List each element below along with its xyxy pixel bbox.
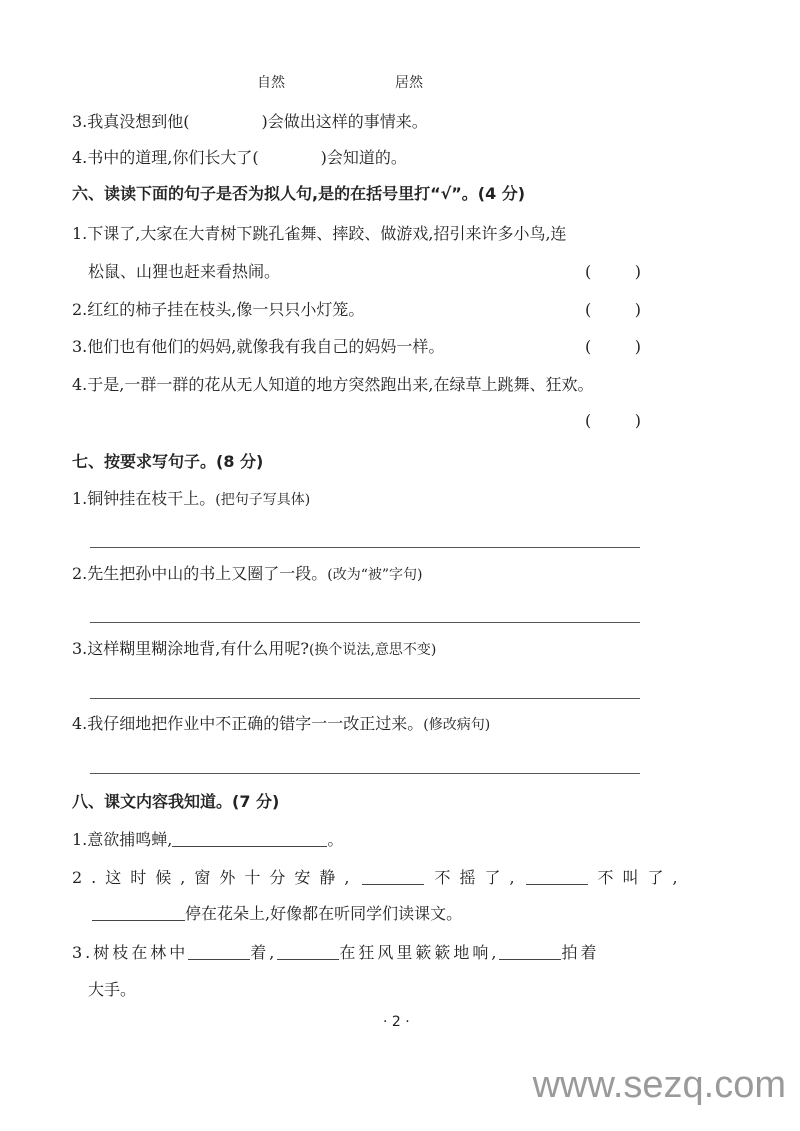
item-number: 3. [72, 112, 88, 131]
paren-open: ( [585, 300, 592, 319]
answer-blank[interactable] [526, 868, 588, 885]
text-before: 书中的道理,你们长大了( [87, 148, 259, 167]
text-part: 3.树枝在林中 [72, 943, 189, 962]
text-before: 1.意欲捕鸣蝉, [72, 830, 173, 849]
answer-blank[interactable] [277, 943, 339, 960]
answer-blank[interactable] [92, 904, 185, 921]
answer-paren-6-2[interactable] [585, 300, 641, 320]
answer-line-7-3[interactable] [90, 698, 640, 699]
answer-paren-6-4[interactable] [585, 411, 641, 431]
question-6-4: 4.于是,一群一群的花从无人知道的地方突然跑出来,在绿草上跳舞、狂欢。 [72, 375, 594, 394]
paren-open: ( [585, 411, 592, 430]
text-part: 拍着 [561, 943, 600, 962]
section-8-title: 八、课文内容我知道。(7 分) [72, 792, 280, 811]
text-after: 。 [327, 830, 344, 849]
text-part: 不叫了, [597, 868, 687, 887]
question-5-3 [72, 112, 428, 132]
section-7-title: 七、按要求写句子。(8 分) [72, 452, 264, 471]
page-number: · 2 · [383, 1014, 410, 1030]
item-number: 4. [72, 148, 88, 167]
text-part: 着, [250, 943, 278, 962]
question-6-1-line2: 松鼠、山狸也赶来看热闹。 [88, 262, 281, 281]
answer-paren-6-3[interactable] [585, 337, 641, 357]
text-after: )会知道的。 [320, 148, 407, 167]
text-part: 在狂风里簌簌地响, [339, 943, 500, 962]
question-hint: (换个说法,意思不变) [308, 642, 437, 658]
answer-paren-6-1[interactable] [585, 262, 641, 282]
question-7-3 [72, 639, 436, 660]
question-text: 1.铜钟挂在枝干上。 [72, 489, 216, 508]
answer-line-7-1[interactable] [90, 547, 640, 548]
word-option-1: 自然 [257, 75, 285, 91]
paren-close: ) [634, 300, 641, 319]
question-8-3-line1 [72, 943, 599, 963]
question-text: 4.我仔细地把作业中不正确的错字一一改正过来。 [72, 714, 424, 733]
question-8-3-line2: 大手。 [88, 980, 137, 999]
answer-line-7-4[interactable] [90, 773, 640, 774]
question-8-1 [72, 830, 343, 850]
paren-open: ( [585, 337, 592, 356]
question-text: 3.这样糊里糊涂地背,有什么用呢? [72, 639, 309, 658]
paren-open: ( [585, 262, 592, 281]
answer-line-7-2[interactable] [90, 622, 640, 623]
text-after: )会做出这样的事情来。 [261, 112, 428, 131]
question-7-2 [72, 564, 423, 585]
question-5-4 [72, 148, 407, 168]
question-hint: (改为“被”字句) [327, 567, 423, 583]
question-hint: (把句子写具体) [215, 492, 311, 508]
word-option-2: 居然 [395, 75, 423, 91]
text-part: 2.这时候,窗外十分安静, [72, 868, 359, 887]
watermark: www.sezq.com [532, 1064, 786, 1106]
paren-close: ) [634, 411, 641, 430]
question-8-2-line1 [72, 868, 687, 888]
question-8-2-line2 [92, 904, 462, 924]
text-part: 不摇了, [434, 868, 524, 887]
question-text: 2.先生把孙中山的书上又圈了一段。 [72, 564, 328, 583]
question-7-4 [72, 714, 490, 735]
question-6-1-line1: 1.下课了,大家在大青树下跳孔雀舞、摔跤、做游戏,招引来许多小鸟,连 [72, 224, 567, 243]
answer-blank[interactable] [188, 943, 250, 960]
question-6-2: 2.红红的柿子挂在枝头,像一只只小灯笼。 [72, 300, 365, 319]
paren-close: ) [634, 337, 641, 356]
answer-blank[interactable] [172, 830, 327, 847]
question-hint: (修改病句) [423, 717, 491, 733]
question-6-3: 3.他们也有他们的妈妈,就像我有我自己的妈妈一样。 [72, 337, 445, 356]
text-before: 我真没想到他( [87, 112, 190, 131]
answer-blank[interactable] [362, 868, 424, 885]
question-7-1 [72, 489, 310, 510]
section-6-title: 六、读读下面的句子是否为拟人句,是的在括号里打“√”。(4 分) [72, 184, 526, 203]
paren-close: ) [634, 262, 641, 281]
answer-blank[interactable] [499, 943, 561, 960]
text-part: 停在花朵上,好像都在听同学们读课文。 [185, 904, 463, 923]
